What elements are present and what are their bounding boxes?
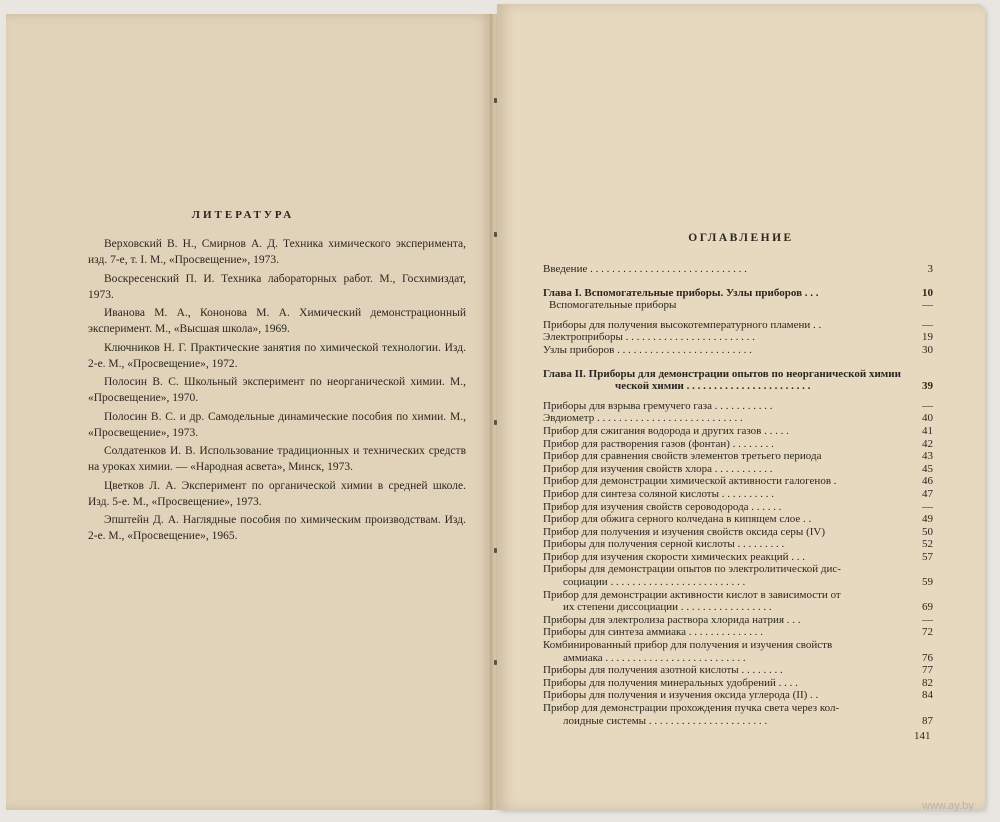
- toc-entry: [543, 639, 933, 652]
- watermark: www.ay.by: [922, 800, 974, 812]
- toc-entry-title: социации . . . . . . . . . . . . . . . . . . . . . . . . .: [563, 576, 746, 589]
- toc-entry-title: их степени диссоциации . . . . . . . . . . . . . . . . .: [563, 601, 772, 614]
- toc-entry-title: Прибор для демонстрации прохождения пучка света через кол-: [543, 702, 840, 714]
- toc-entry-title: Прибор для синтеза соляной кислоты . . . . . . . . . .: [543, 487, 774, 500]
- toc-page-number: 59: [922, 576, 933, 589]
- toc-entry-title: Прибор для растворения газов (фонтан) . . . . . . . .: [543, 437, 774, 450]
- toc-entry-title: Прибор для сжигания водорода и других газов . . . . .: [543, 424, 789, 437]
- toc-entry: [543, 501, 933, 514]
- toc-entry: [543, 331, 933, 344]
- stitch-hole: [494, 98, 497, 103]
- toc-entry: [543, 425, 933, 438]
- toc-page-number: 40: [922, 412, 933, 425]
- toc-entry: [543, 677, 933, 690]
- toc-page-number: —: [922, 318, 933, 331]
- toc-entry: [543, 450, 933, 463]
- table-of-contents: [543, 263, 933, 727]
- toc-entry-title: Приборы для синтеза аммиака . . . . . . . . . . . . . .: [543, 626, 764, 639]
- literature-entry: Полосин В. С. и др. Самодельные динамические пособия по химии. М., «Просвещение», 1973.: [88, 410, 466, 439]
- toc-page-number: 69: [922, 601, 933, 614]
- toc-entry: [543, 475, 933, 488]
- toc-entry: [543, 702, 933, 715]
- toc-chapter-2: [543, 368, 933, 381]
- page-number: 141: [914, 730, 931, 742]
- toc-page-number: 41: [922, 424, 933, 437]
- toc-page-number: 30: [922, 343, 933, 356]
- toc-page-number: —: [922, 613, 933, 626]
- toc-entry-title: Прибор для обжига серного колчедана в кипящем слое . .: [543, 513, 812, 526]
- contents-heading: ОГЛАВЛЕНИЕ: [688, 232, 794, 244]
- toc-entry-title: Узлы приборов . . . . . . . . . . . . . . . . . . . . . . . . .: [543, 343, 752, 356]
- toc-chapter-2-continued: [543, 380, 933, 393]
- toc-page-number: 87: [922, 714, 933, 727]
- literature-entry: Воскресенский П. И. Техника лабораторных работ. М., Госхимиздат, 1973.: [88, 272, 466, 301]
- toc-chapter-2-list: [543, 400, 933, 727]
- toc-entry: [543, 513, 933, 526]
- toc-entry-title: Эвдиометр . . . . . . . . . . . . . . . . . . . . . . . . . . .: [543, 412, 743, 425]
- toc-entry: [543, 664, 933, 677]
- toc-entry-title: Приборы для получения минеральных удобрений . . . .: [543, 676, 798, 689]
- toc-entry-title: Прибор для сравнения свойств элементов третьего периода: [543, 450, 822, 463]
- toc-entry-continued: [543, 601, 933, 614]
- toc-entry-title: Прибор для демонстрации активности кислот в зависимости от: [543, 588, 841, 601]
- toc-entry-title: Прибор для получения и изучения свойств оксида серы (IV): [543, 525, 825, 538]
- stitch-hole: [494, 660, 497, 665]
- literature-entry: Полосин В. С. Школьный эксперимент по неорганической химии. М., «Просвещение», 1970.: [88, 376, 466, 404]
- toc-entry-title: Приборы для получения и изучения оксида углерода (II) . .: [543, 689, 819, 702]
- toc-entry-intro: [543, 263, 933, 276]
- toc-entry: [543, 299, 933, 312]
- toc-page-number: 43: [922, 450, 933, 463]
- toc-chapter-title: Глава II. Приборы для демонстрации опытов по неорганической химии: [543, 367, 901, 380]
- toc-page-number: 39: [922, 380, 933, 393]
- toc-entry-title: аммиака . . . . . . . . . . . . . . . . . . . . . . . . . .: [563, 651, 746, 664]
- toc-entry-title: Приборы для получения азотной кислоты . . . . . . . .: [543, 664, 783, 677]
- toc-entry-title: Приборы для взрыва гремучего газа . . . . . . . . . . .: [543, 399, 773, 412]
- toc-page-number: 52: [922, 538, 933, 551]
- toc-entry: [543, 551, 933, 564]
- toc-chapter-1: [543, 287, 933, 300]
- toc-entry-title: Приборы для получения серной кислоты . . . . . . . . .: [543, 538, 785, 551]
- toc-entry-title: Приборы для электролиза раствора хлорида натрия . . .: [543, 613, 801, 626]
- toc-page-number: 47: [922, 487, 933, 500]
- toc-entry-title: Приборы для получения высокотемпературного пламени . .: [543, 318, 822, 331]
- toc-page-number: 84: [922, 689, 933, 702]
- toc-page-number: 49: [922, 513, 933, 526]
- toc-page-number: —: [922, 500, 933, 513]
- literature-entry: Верховский В. Н., Смирнов А. Д. Техника химического эксперимента, изд. 7-е, т. I. М., «Просвещение», 1973.: [88, 238, 466, 266]
- toc-page-number: [911, 589, 933, 602]
- toc-entry-continued: [543, 715, 933, 728]
- toc-chapter-title: Глава I. Вспомогательные приборы. Узлы приборов . . .: [543, 286, 819, 299]
- literature-list: [88, 236, 466, 547]
- stitch-hole: [494, 548, 497, 553]
- toc-page-number: 77: [922, 664, 933, 677]
- toc-entry-title: Введение . . . . . . . . . . . . . . . . . . . . . . . . . . . . .: [543, 263, 747, 275]
- toc-entry: [543, 689, 933, 702]
- toc-entry-continued: [543, 652, 933, 665]
- toc-page-number: 46: [922, 475, 933, 488]
- toc-entry-title: лоидные системы . . . . . . . . . . . . . . . . . . . . . .: [563, 714, 768, 727]
- toc-page-number: 50: [922, 525, 933, 538]
- toc-entry: [543, 614, 933, 627]
- toc-entry-title: Вспомогательные приборы: [549, 299, 677, 312]
- stitch-hole: [494, 420, 497, 425]
- toc-page-number: [911, 639, 933, 652]
- toc-page-number: 42: [922, 437, 933, 450]
- literature-heading: ЛИТЕРАТУРА: [191, 209, 295, 221]
- toc-entry: [543, 344, 933, 357]
- toc-entry-title: Прибор для изучения свойств хлора . . . . . . . . . . .: [543, 462, 773, 475]
- toc-page-number: —: [922, 299, 933, 312]
- toc-entry: [543, 463, 933, 476]
- toc-entry-title: Приборы для демонстрации опытов по электролитической дис-: [543, 563, 841, 576]
- toc-page-number: 82: [922, 676, 933, 689]
- literature-entry: Эпштейн Д. А. Наглядные пособия по химическим производствам. Изд. 2-е. М., «Просвещение», 1965.: [88, 514, 466, 542]
- toc-page-number: —: [922, 399, 933, 412]
- toc-page-number: 3: [927, 263, 933, 275]
- toc-entry: [543, 526, 933, 539]
- toc-entry-title: Электроприборы . . . . . . . . . . . . . . . . . . . . . . . .: [543, 331, 755, 344]
- toc-page-number: [911, 563, 933, 576]
- toc-chapter-title-continued: ческой химии . . . . . . . . . . . . . . . . . . . . . . .: [615, 380, 811, 393]
- toc-entry-title: Прибор для изучения скорости химических реакций . . .: [543, 550, 806, 563]
- toc-page-number: 19: [922, 331, 933, 344]
- toc-entry: [543, 626, 933, 639]
- toc-entry: [543, 563, 933, 576]
- toc-page-number: [911, 702, 933, 715]
- toc-entry: [543, 538, 933, 551]
- toc-page-number: 72: [922, 626, 933, 639]
- toc-entry: [543, 488, 933, 501]
- toc-entry-continued: [543, 576, 933, 589]
- toc-entry-title: Комбинированный прибор для получения и изучения свойств: [543, 639, 833, 652]
- literature-entry: Цветков Л. А. Эксперимент по органической химии в средней школе. Изд. 5-е. М., «Просвещение», 1973.: [88, 479, 466, 508]
- toc-page-number: 45: [922, 462, 933, 475]
- toc-entry: [543, 412, 933, 425]
- toc-page-number: 10: [922, 286, 933, 299]
- toc-page-number: 76: [922, 651, 933, 664]
- toc-entry: [543, 400, 933, 413]
- toc-entry-title: Прибор для демонстрации химической активности галогенов .: [543, 475, 837, 488]
- toc-page-number: 57: [922, 550, 933, 563]
- toc-entry: [543, 589, 933, 602]
- toc-entry: [543, 438, 933, 451]
- literature-entry: Солдатенков И. В. Использование традиционных и технических средств на уроках химии. — «Народная асвета», Минск, 1973.: [88, 445, 466, 473]
- literature-entry: Иванова М. А., Кононова М. А. Химический демонстрационный эксперимент. М., «Высшая школа», 1969.: [88, 307, 466, 335]
- toc-entry: [543, 319, 933, 332]
- toc-entry-title: Прибор для изучения свойств сероводорода . . . . . .: [543, 500, 782, 513]
- literature-entry: Ключников Н. Г. Практические занятия по химической технологии. Изд. 2-е. М., «Просвещение», 1972.: [88, 341, 466, 370]
